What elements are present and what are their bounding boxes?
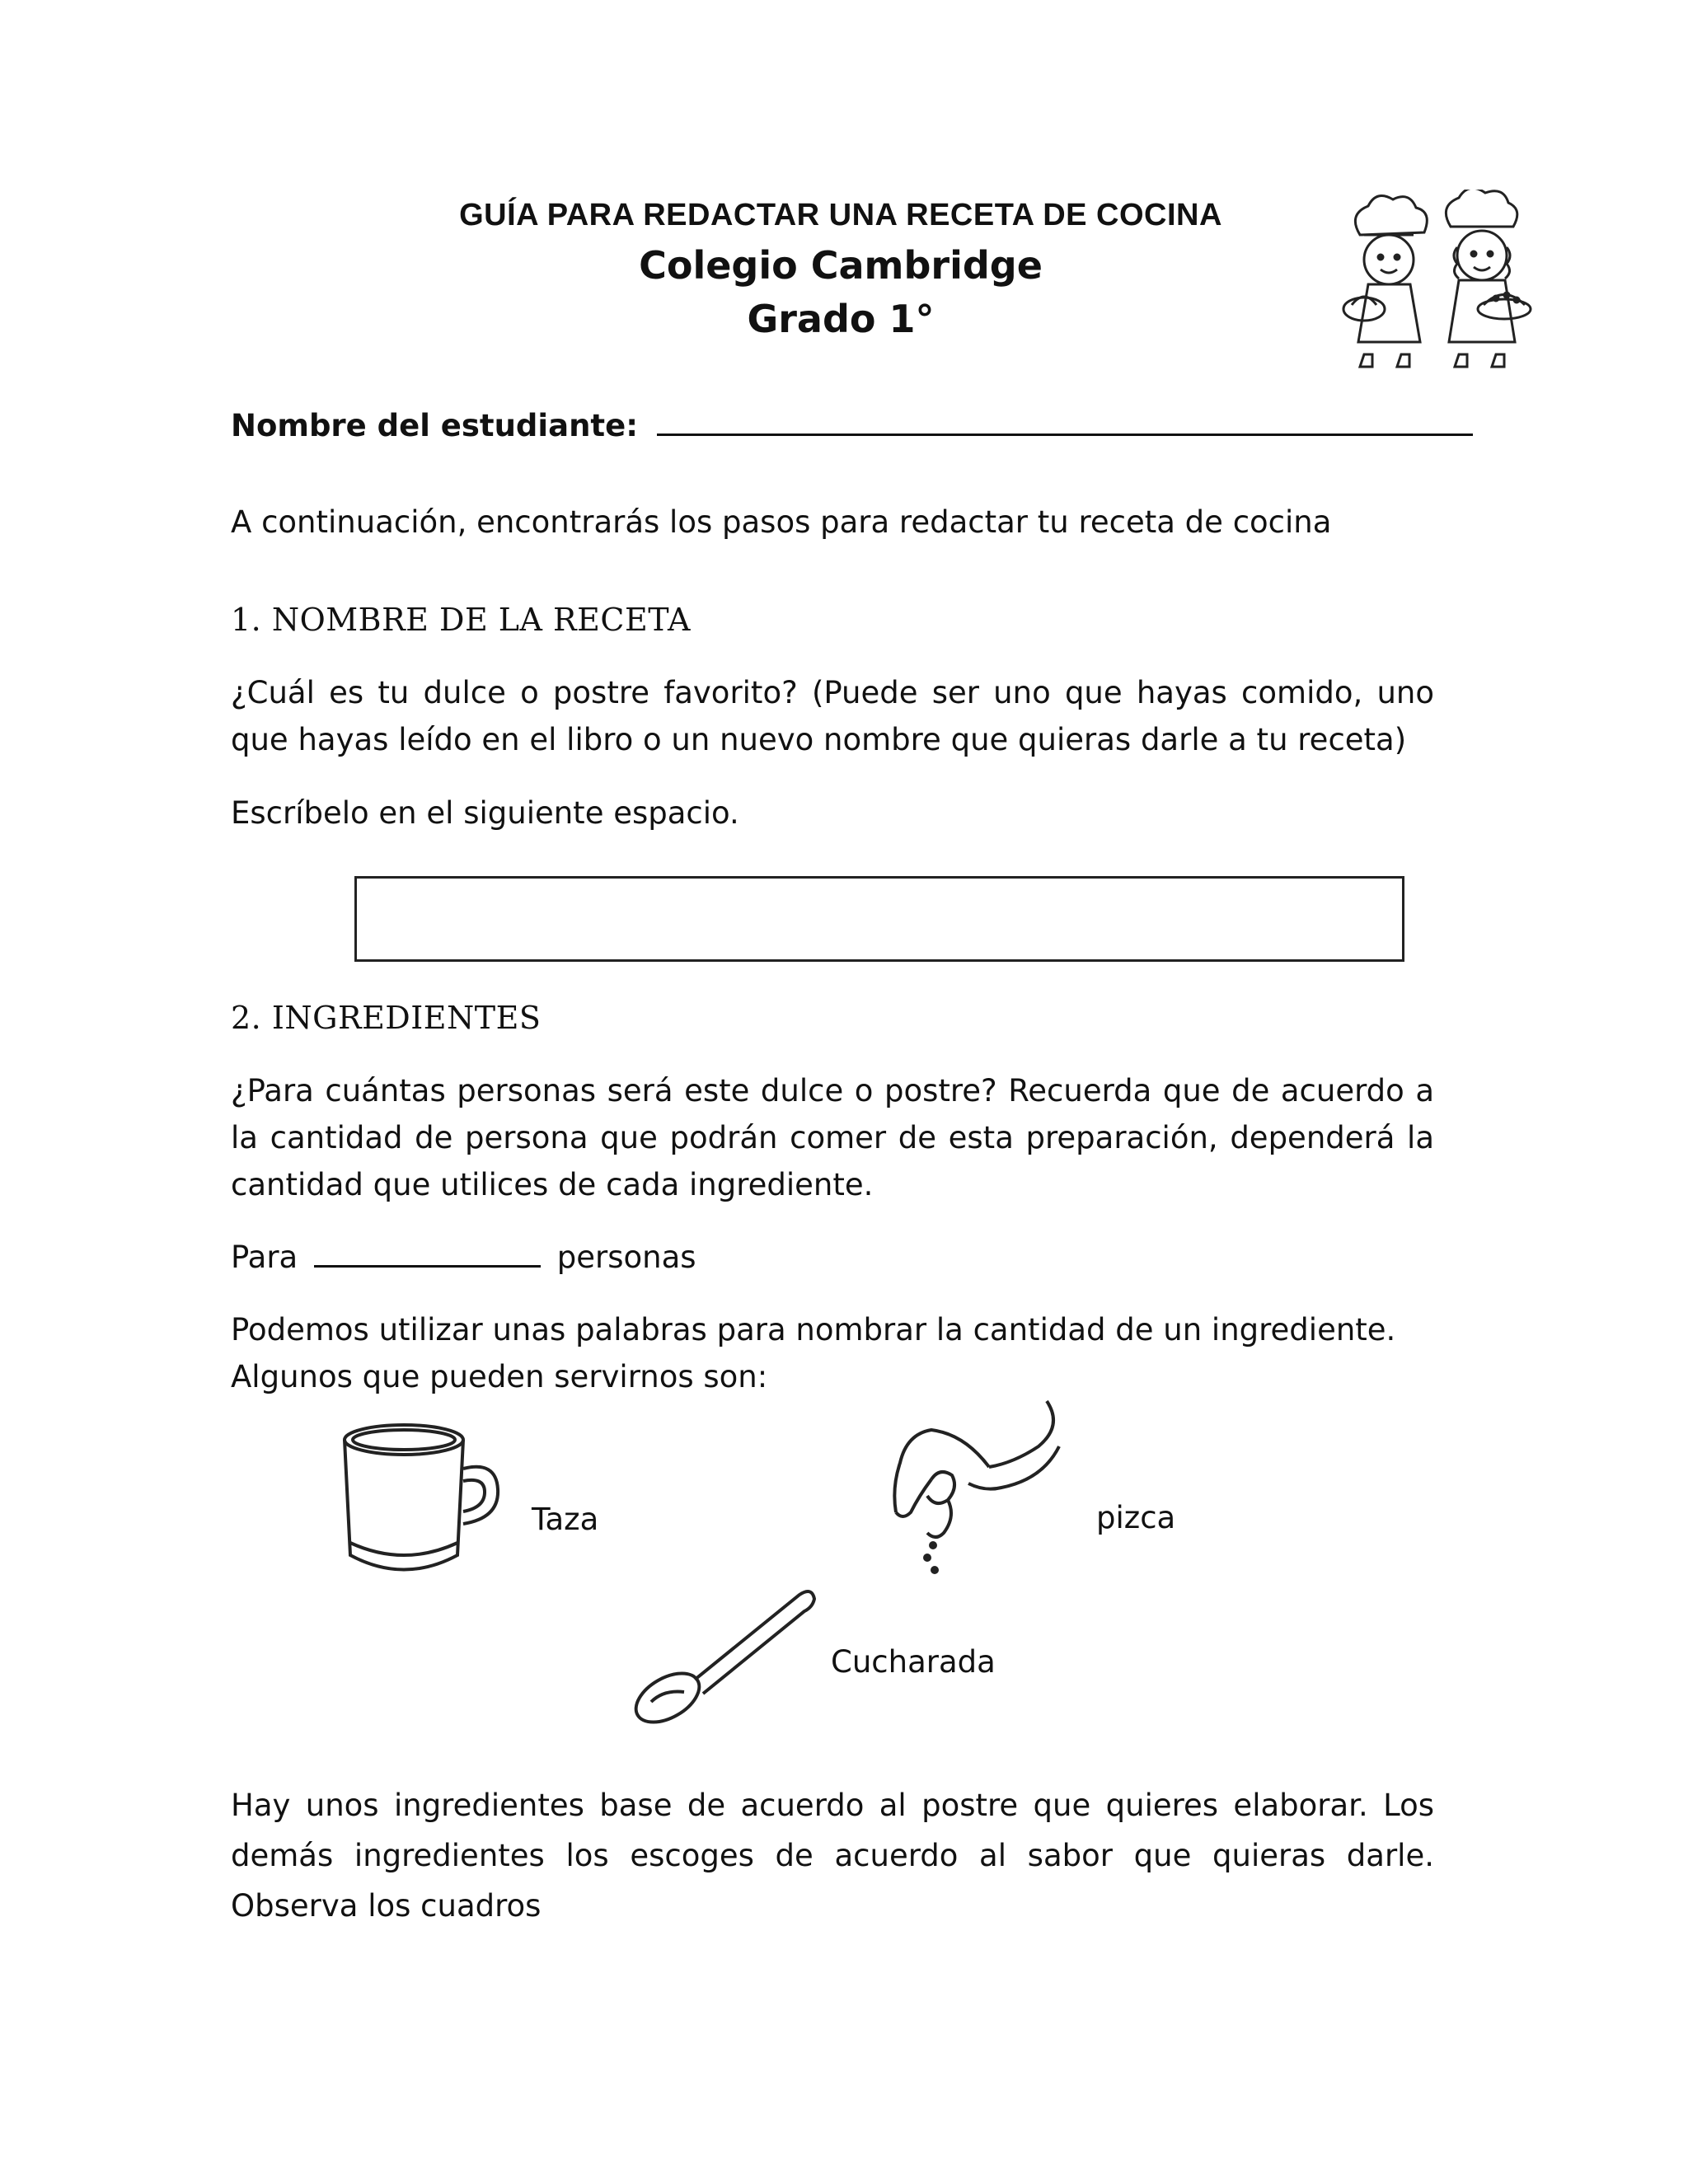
servings-prefix: Para	[231, 1240, 298, 1275]
measure-words-intro-1: Podemos utilizar unas palabras para nombrar la cantidad de un ingrediente.	[231, 1312, 1396, 1347]
ingredients-closing: Hay unos ingredientes base de acuerdo al postre que quieres elaborar. Los demás ingredientes los escoges de acuerdo al sabor que quieras darle. Observa los cuadros	[231, 1788, 1434, 1924]
section-1-question: ¿Cuál es tu dulce o postre favorito? (Puede ser uno que hayas comido, uno que hayas leído en el libro o un nuevo nombre que quieras darle a tu receta)	[231, 675, 1434, 757]
document-title: GUÍA PARA REDACTAR UNA RECETA DE COCINA	[459, 198, 1222, 232]
grade-label: Grado 1°	[747, 297, 935, 341]
intro-text: A continuación, encontrarás los pasos para redactar tu receta de cocina	[231, 504, 1332, 540]
section-2-question: ¿Para cuántas personas será este dulce o postre? Recuerda que de acuerdo a la cantidad de persona que podrán comer de esta preparación, dependerá la cantidad que utilices de cada ingrediente.	[231, 1073, 1434, 1202]
servings-row	[231, 1234, 1055, 1281]
chef-kids-icon	[1335, 190, 1541, 375]
recipe-name-box[interactable]	[354, 876, 1404, 962]
cup-label: Taza	[532, 1502, 599, 1537]
spoon-icon	[631, 1582, 820, 1727]
section-1-heading: 1. NOMBRE DE LA RECETA	[231, 602, 691, 638]
servings-blank[interactable]	[314, 1235, 541, 1268]
student-name-blank[interactable]	[657, 404, 1473, 436]
pinch-label: pizca	[1096, 1500, 1176, 1535]
section-1-instruction: Escríbelo en el siguiente espacio.	[231, 795, 739, 831]
student-name-row	[231, 404, 1434, 443]
school-name: Colegio Cambridge	[639, 243, 1043, 288]
cup-icon	[334, 1419, 507, 1584]
pinch-hand-icon	[882, 1397, 1071, 1586]
measure-words-intro-2: Algunos que pueden servirnos son:	[231, 1359, 768, 1394]
student-name-label: Nombre del estudiante:	[231, 408, 638, 443]
spoon-label: Cucharada	[831, 1644, 996, 1680]
section-2-heading: 2. INGREDIENTES	[231, 1000, 542, 1036]
servings-suffix: personas	[556, 1240, 696, 1275]
